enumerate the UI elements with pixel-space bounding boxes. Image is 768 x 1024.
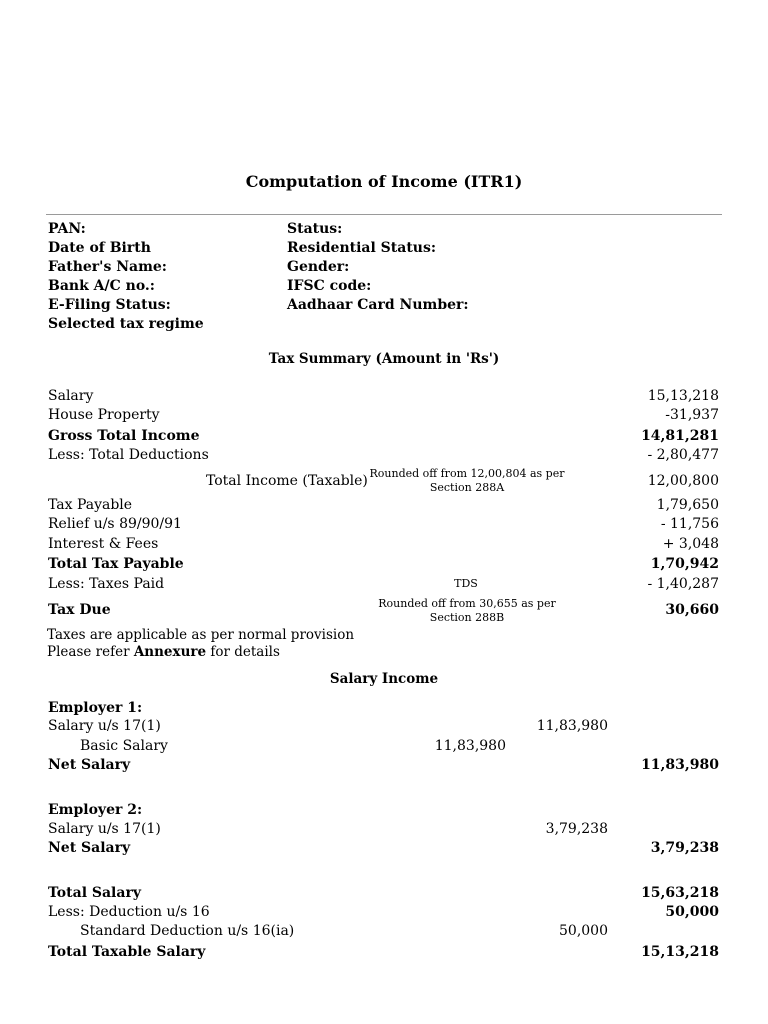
employer2-net-value: 3,79,238 (650, 840, 719, 856)
tax-due-value: 30,660 (665, 602, 719, 618)
pan-label: PAN: (48, 221, 86, 237)
gross-total-label: Gross Total Income (48, 428, 200, 444)
father-name-label: Father's Name: (48, 259, 167, 275)
total-income-value: 12,00,800 (647, 473, 719, 489)
deductions-value: - 2,80,477 (647, 447, 719, 463)
total-tax-payable-value: 1,70,942 (650, 556, 719, 572)
salary-label: Salary (48, 388, 94, 404)
gender-label: Gender: (287, 259, 350, 275)
interest-fees-value: + 3,048 (662, 536, 719, 552)
total-income-note: Rounded off from 12,00,804 as per Section 288A (369, 467, 565, 495)
total-salary-label: Total Salary (48, 885, 141, 901)
employer2-label: Employer 2: (48, 802, 143, 818)
total-taxable-salary-value: 15,13,218 (641, 944, 719, 960)
employer1-basic-value: 11,83,980 (434, 738, 506, 754)
total-tax-payable-label: Total Tax Payable (48, 556, 184, 572)
employer1-label: Employer 1: (48, 700, 143, 716)
employer2-salary-value: 3,79,238 (545, 821, 608, 837)
note-annexure-prefix: Please refer (47, 644, 134, 660)
taxes-paid-label: Less: Taxes Paid (48, 576, 165, 592)
standard-deduction-label: Standard Deduction u/s 16(ia) (80, 923, 295, 939)
employer1-salary-label: Salary u/s 17(1) (48, 718, 161, 734)
tax-regime-label: Selected tax regime (48, 316, 204, 332)
total-taxable-salary-label: Total Taxable Salary (48, 944, 206, 960)
aadhaar-label: Aadhaar Card Number: (287, 297, 469, 313)
employer1-net-value: 11,83,980 (641, 757, 719, 773)
tax-due-note: Rounded off from 30,655 as per Section 288B (378, 597, 556, 625)
tax-payable-label: Tax Payable (48, 497, 133, 513)
employer2-net-label: Net Salary (48, 840, 131, 856)
note-annexure (47, 646, 280, 660)
page-title: Computation of Income (ITR1) (245, 172, 523, 191)
efiling-status-label: E-Filing Status: (48, 297, 171, 313)
deductions-label: Less: Total Deductions (48, 447, 209, 463)
employer1-basic-label: Basic Salary (80, 738, 168, 754)
dob-label: Date of Birth (48, 240, 151, 256)
residential-status-label: Residential Status: (287, 240, 437, 256)
bank-account-label: Bank A/C no.: (48, 278, 155, 294)
tax-payable-value: 1,79,650 (656, 497, 719, 513)
deduction-16-label: Less: Deduction u/s 16 (48, 904, 210, 920)
note-annexure-suffix: for details (206, 644, 280, 660)
employer1-net-label: Net Salary (48, 757, 131, 773)
note-normal-provision: Taxes are applicable as per normal provision (47, 627, 355, 643)
relief-label: Relief u/s 89/90/91 (48, 516, 182, 532)
ifsc-label: IFSC code: (287, 278, 372, 294)
taxes-paid-note: TDS (454, 577, 478, 590)
taxes-paid-value: - 1,40,287 (647, 576, 719, 592)
standard-deduction-value: 50,000 (559, 923, 608, 939)
deduction-16-value: 50,000 (665, 904, 719, 920)
house-property-value: -31,937 (665, 407, 719, 423)
interest-fees-label: Interest & Fees (48, 536, 159, 552)
relief-value: - 11,756 (660, 516, 719, 532)
title-divider (46, 214, 722, 215)
tax-summary-heading: Tax Summary (Amount in 'Rs') (268, 351, 500, 367)
employer2-salary-label: Salary u/s 17(1) (48, 821, 161, 837)
gross-total-value: 14,81,281 (641, 428, 719, 444)
salary-value: 15,13,218 (647, 388, 719, 404)
house-property-label: House Property (48, 407, 160, 423)
salary-income-heading: Salary Income (329, 671, 439, 687)
annexure-link-text: Annexure (133, 644, 207, 660)
total-income-label: Total Income (Taxable) (206, 473, 368, 489)
total-salary-value: 15,63,218 (641, 885, 719, 901)
employer1-salary-value: 11,83,980 (536, 718, 608, 734)
status-label: Status: (287, 221, 343, 237)
tax-due-label: Tax Due (48, 602, 111, 618)
